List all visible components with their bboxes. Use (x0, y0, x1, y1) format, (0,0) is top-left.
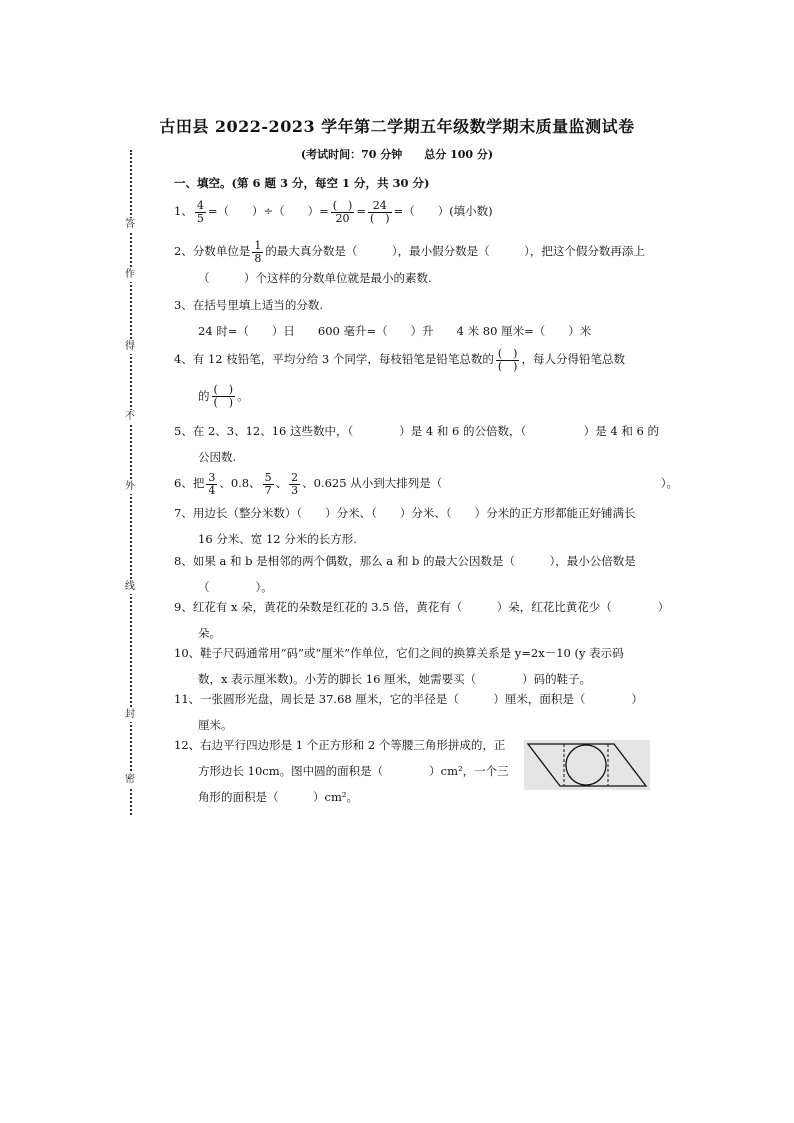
fraction: $\frac{2}{3}$ (291, 470, 299, 497)
binding-char-1: 答 (122, 218, 138, 232)
question-12: 12、右边平行四边形是 1 个正方形和 2 个等腰三角形拼成的，正 方形边长 10cm。图中圆的面积是（ ）cm²，一个三 角形的面积是（ ）cm²。 (174, 738, 509, 804)
question-10: 10、鞋子尺码通常用“码”或“厘米”作单位，它们之间的换算关系是 y=2x－10 (y 表示码 数，x 表示厘米数)。小芳的脚长 16 厘米，她需要买（ ）码的鞋子。 (174, 646, 624, 686)
binding-char-7: 封 (122, 708, 138, 722)
question-6: 6、把 $\frac{3}{4}$ 、0.8、 $\frac{5}{7}$ 、 $\frac{2}{3}$ 、0.625 从小到大排列是（ ）。 (174, 470, 678, 497)
question-3: 3、在括号里填上适当的分数. 24 时=（ ）日 600 毫升=（ ）升 4 米 80 厘米=（ ）米 (174, 298, 592, 338)
fraction: $\frac{5}{7}$ (264, 470, 272, 497)
parallelogram-shape (528, 744, 646, 786)
binding-char-4: 不 (122, 410, 138, 424)
fraction: $\frac{( )}{( )}$ (213, 383, 234, 409)
section-heading: 一、填空。(第 6 题 3 分，每空 1 分，共 30 分) (174, 176, 430, 190)
question-2: 2、分数单位是 $\frac{1}{8}$ 的最大真分数是（ ），最小假分数是（ ），把这个假分数再添上 （ ）个这样的分数单位就是最小的素数. (174, 238, 645, 285)
fraction: $\frac{24}{( )}$ (369, 198, 390, 225)
parallelogram-figure (524, 740, 650, 790)
fraction: $\frac{4}{5}$ (196, 198, 204, 225)
binding-char-5: 外 (122, 480, 138, 494)
binding-char-8: 密 (122, 773, 138, 787)
binding-char-2: 作 (122, 268, 138, 282)
inscribed-circle (566, 745, 606, 785)
question-9: 9、红花有 x 朵，黄花的朵数是红花的 3.5 倍，黄花有（ ）朵，红花比黄花少（ ） 朵。 (174, 600, 670, 640)
fraction: $\frac{3}{4}$ (208, 470, 216, 497)
fraction: $\frac{( )}{20}$ (332, 198, 353, 225)
question-8: 8、如果 a 和 b 是相邻的两个偶数，那么 a 和 b 的最大公因数是（ ），最小公倍数是 （ ）。 (174, 554, 636, 594)
question-5: 5、在 2、3、12、16 这些数中，（ ）是 4 和 6 的公倍数，（ ）是 4 和 6 的 公因数. (174, 424, 660, 464)
question-1: 1、 $\frac{4}{5}$ =（ ）÷（ ）= $\frac{( )}{20}$ = $\frac{24}{( )}$ =（ ）(填小数) (174, 198, 493, 225)
question-7: 7、用边长（整分米数）（ ）分米、（ ）分米、（ ）分米的正方形都能正好铺满长 16 分米、宽 12 分米的长方形. (174, 506, 636, 546)
fraction: $\frac{( )}{( )}$ (497, 346, 518, 373)
parallelogram-diagram (524, 740, 650, 790)
fraction: $\frac{1}{8}$ (254, 238, 262, 265)
question-4: 4、有 12 枝铅笔，平均分给 3 个同学，每枝铅笔是铅笔总数的 $\frac{( )}{( )}$ ，每人分得铅笔总数 的 $\frac{( )}{( )}$ 。 (174, 346, 625, 409)
question-11: 11、一张圆形光盘，周长是 37.68 厘米，它的半径是（ ）厘米，面积是（ ） 厘米。 (174, 692, 643, 732)
exam-title: 古田县 2022-2023 学年第二学期五年级数学期末质量监测试卷 (159, 117, 635, 136)
exam-subtitle: (考试时间：70 分钟 总分 100 分) (300, 148, 494, 161)
binding-char-6: 线 (122, 580, 138, 594)
binding-char-3: 得 (122, 340, 138, 354)
